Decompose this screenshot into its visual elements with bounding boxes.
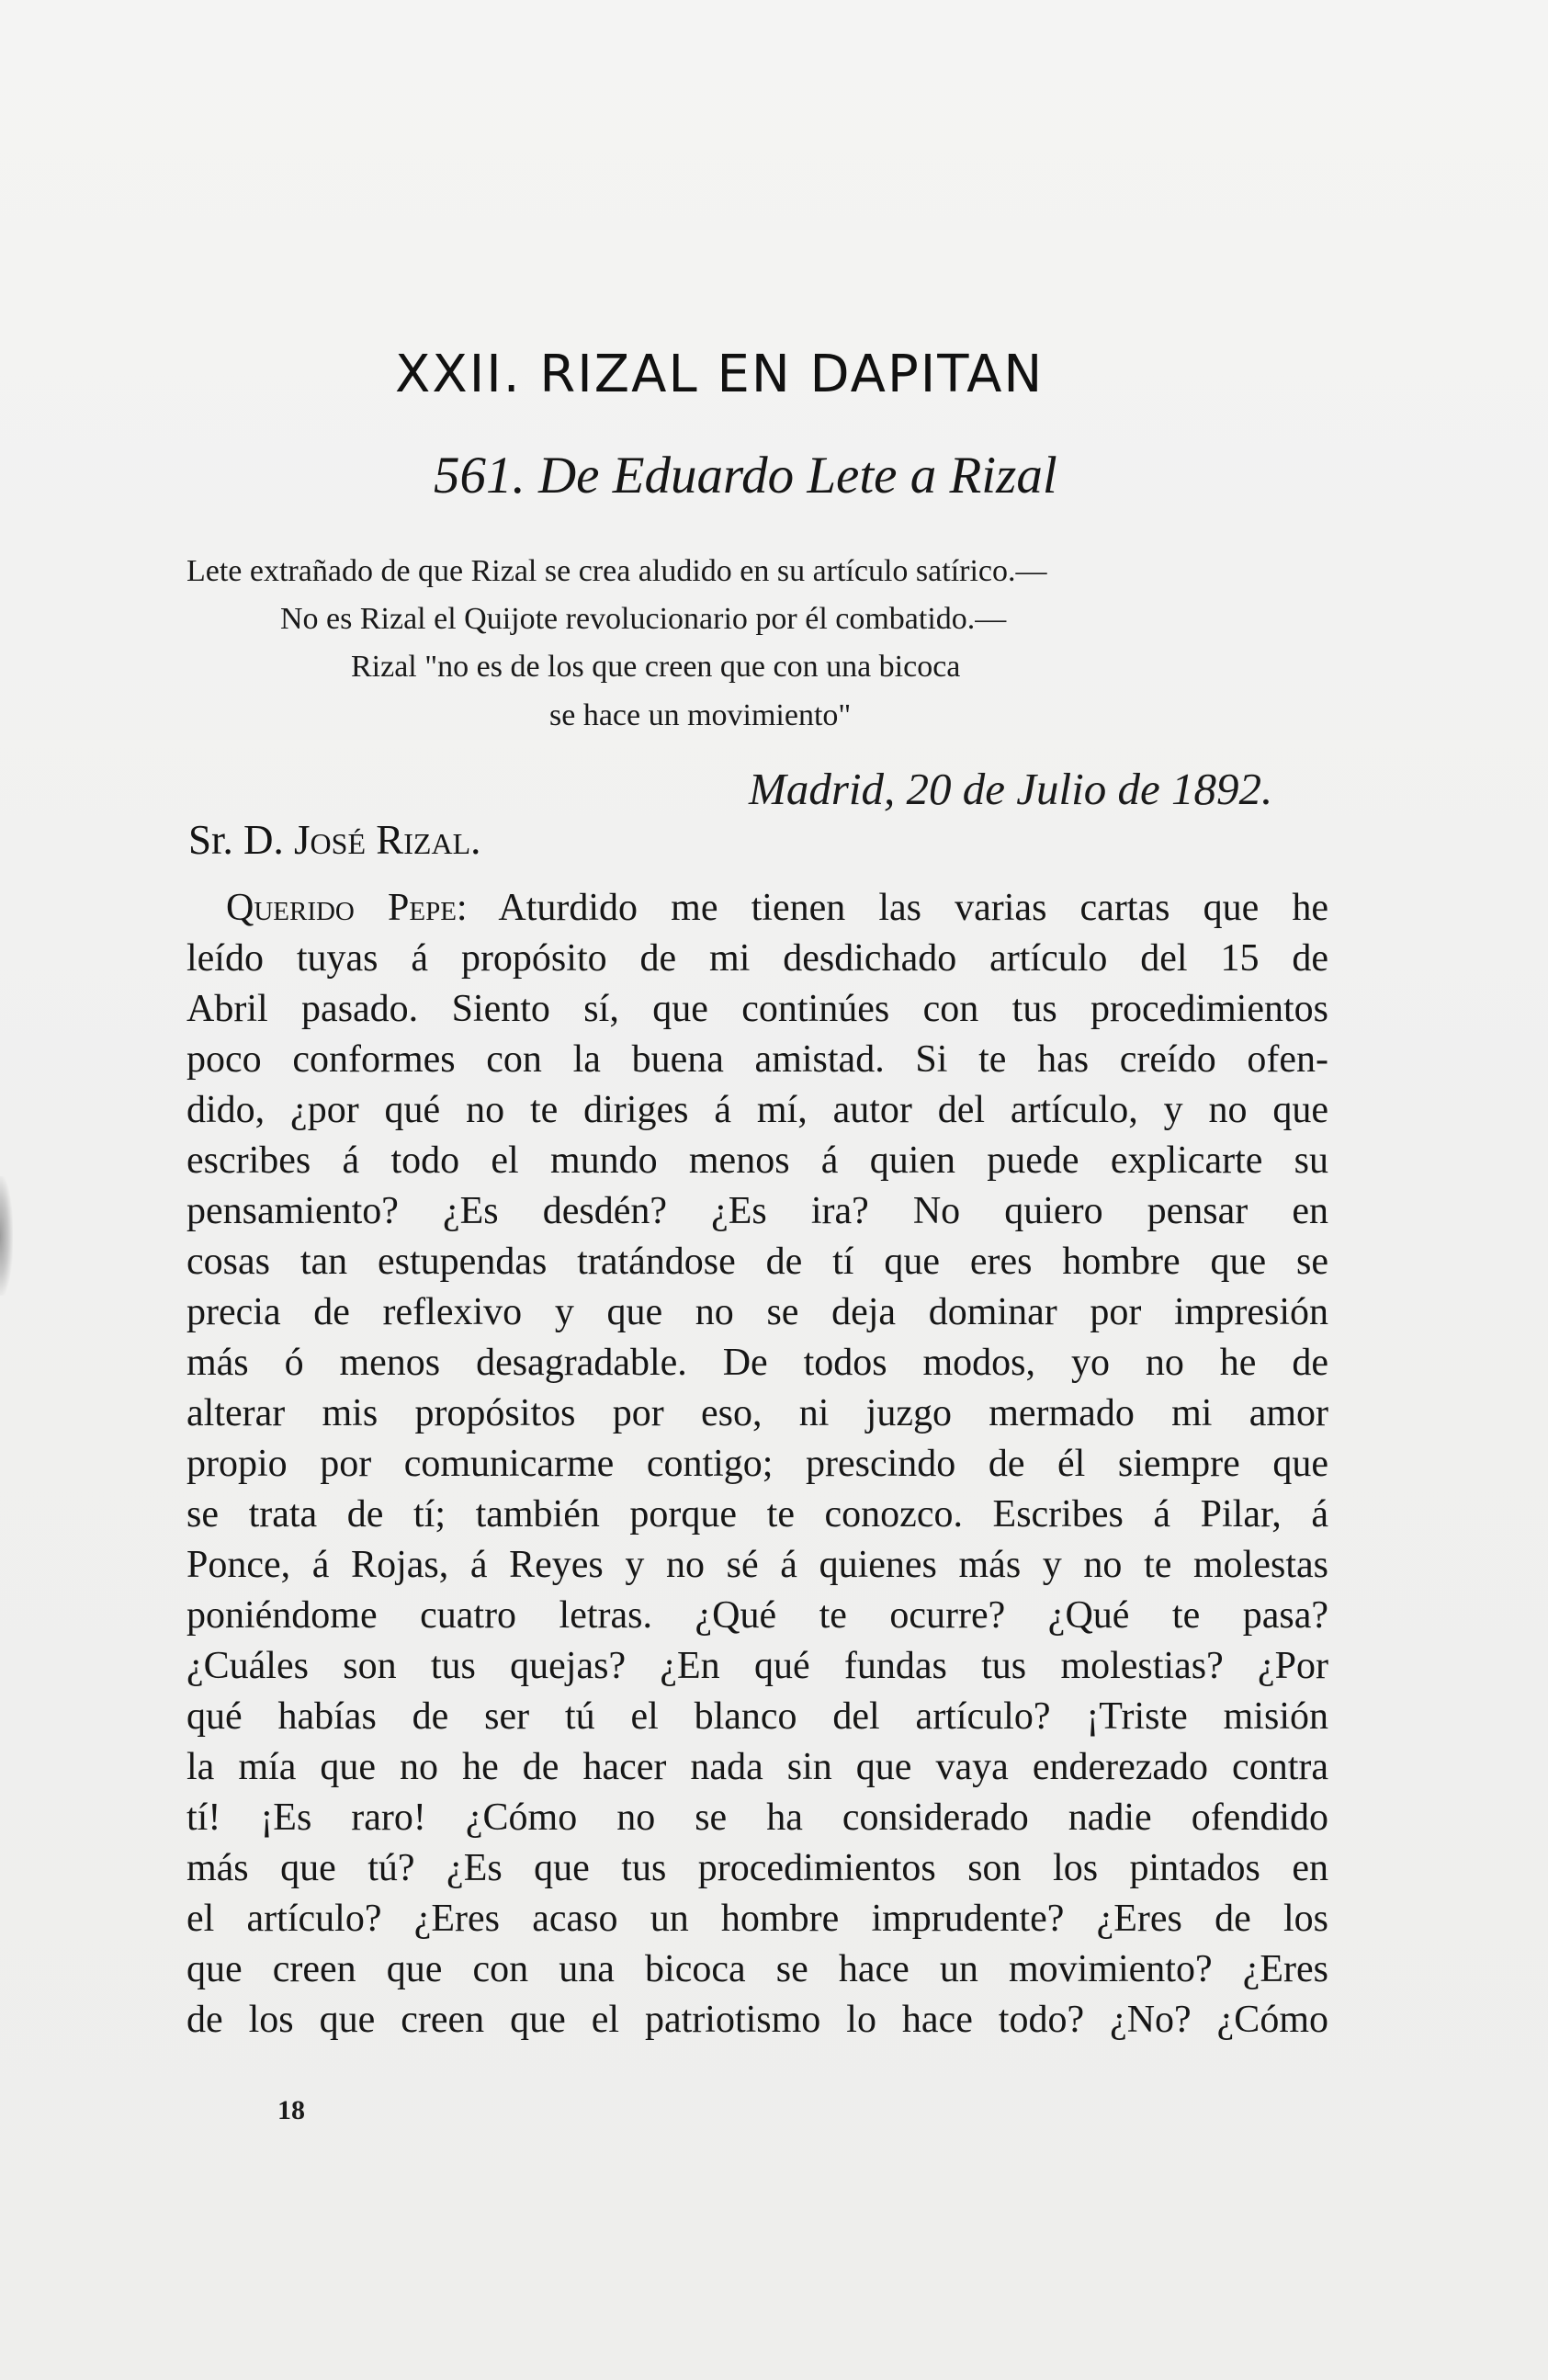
letter-title: 561. De Eduardo Lete a Rizal (434, 447, 1057, 504)
body-line-13: se trata de tí; también porque te conozco. Escribes á Pilar, á (186, 1493, 1328, 1536)
page-number: 18 (277, 2095, 305, 2125)
chapter-title: XXII. RIZAL EN DAPITAN (395, 345, 1045, 404)
page-edge-shadow (0, 1176, 13, 1296)
body-line-20: más que tú? ¿Es que tus procedimientos son los pintados en (186, 1847, 1328, 1889)
body-line-8: cosas tan estupendas tratándose de tí que eres hombre que se (186, 1241, 1328, 1283)
body-line-17: qué habías de ser tú el blanco del artículo? ¡Triste misión (186, 1695, 1328, 1738)
body-line-16: ¿Cuáles son tus quejas? ¿En qué fundas tus molestias? ¿Por (186, 1645, 1328, 1687)
body-line-14: Ponce, á Rojas, á Reyes y no sé á quienes más y no te molestas (186, 1544, 1328, 1586)
body-line-11: alterar mis propósitos por eso, ni juzgo mermado mi amor (186, 1392, 1328, 1434)
body-line-19: tí! ¡Es raro! ¿Cómo no se ha considerado nadie ofendido (186, 1796, 1328, 1839)
body-line-15: poniéndome cuatro letras. ¿Qué te ocurre? ¿Qué te pasa? (186, 1594, 1328, 1637)
addressee-name: José Rizal. (294, 817, 481, 863)
summary-line-4: se hace un movimiento" (549, 698, 852, 732)
dateline: Madrid, 20 de Julio de 1892. (749, 764, 1273, 814)
body-line-3: Abril pasado. Siento sí, que continúes con tus procedimientos (186, 988, 1328, 1030)
body-line-10: más ó menos desagradable. De todos modos, yo no he de (186, 1342, 1328, 1384)
body-line-12: propio por comunicarme contigo; prescindo de él siempre que (186, 1443, 1328, 1485)
body-line-22: que creen que con una bicoca se hace un movimiento? ¿Eres (186, 1948, 1328, 1990)
addressee (188, 816, 480, 864)
body-line-7: pensamiento? ¿Es desdén? ¿Es ira? No quiero pensar en (186, 1190, 1328, 1232)
summary-line-2: No es Rizal el Quijote revolucionario por él combatido.— (280, 602, 1007, 636)
addressee-prefix: Sr. D. (188, 817, 295, 863)
body-line-1-text: Aturdido me tienen las varias cartas que he (467, 887, 1328, 929)
body-line-5: dido, ¿por qué no te diriges á mí, autor del artículo, y no que (186, 1089, 1328, 1131)
body-line-1 (226, 882, 1328, 934)
body-line-4: poco conformes con la buena amistad. Si te has creído ofen- (186, 1038, 1328, 1081)
body-line-2: leído tuyas á propósito de mi desdichado artículo del 15 de (186, 937, 1328, 980)
summary-line-3: Rizal "no es de los que creen que con una bicoca (351, 650, 961, 684)
body-line-21: el artículo? ¿Eres acaso un hombre imprudente? ¿Eres de los (186, 1898, 1328, 1940)
body-line-23: de los que creen que el patriotismo lo hace todo? ¿No? ¿Cómo (186, 1999, 1328, 2041)
body-line-6: escribes á todo el mundo menos á quien puede explicarte su (186, 1139, 1328, 1182)
body-line-9: precia de reflexivo y que no se deja dominar por impresión (186, 1291, 1328, 1333)
body-line-18: la mía que no he de hacer nada sin que vaya enderezado contra (186, 1746, 1328, 1788)
salutation: Querido Pepe: (226, 887, 468, 929)
summary-line-1: Lete extrañado de que Rizal se crea aludido en su artículo satírico.— (186, 554, 1047, 588)
